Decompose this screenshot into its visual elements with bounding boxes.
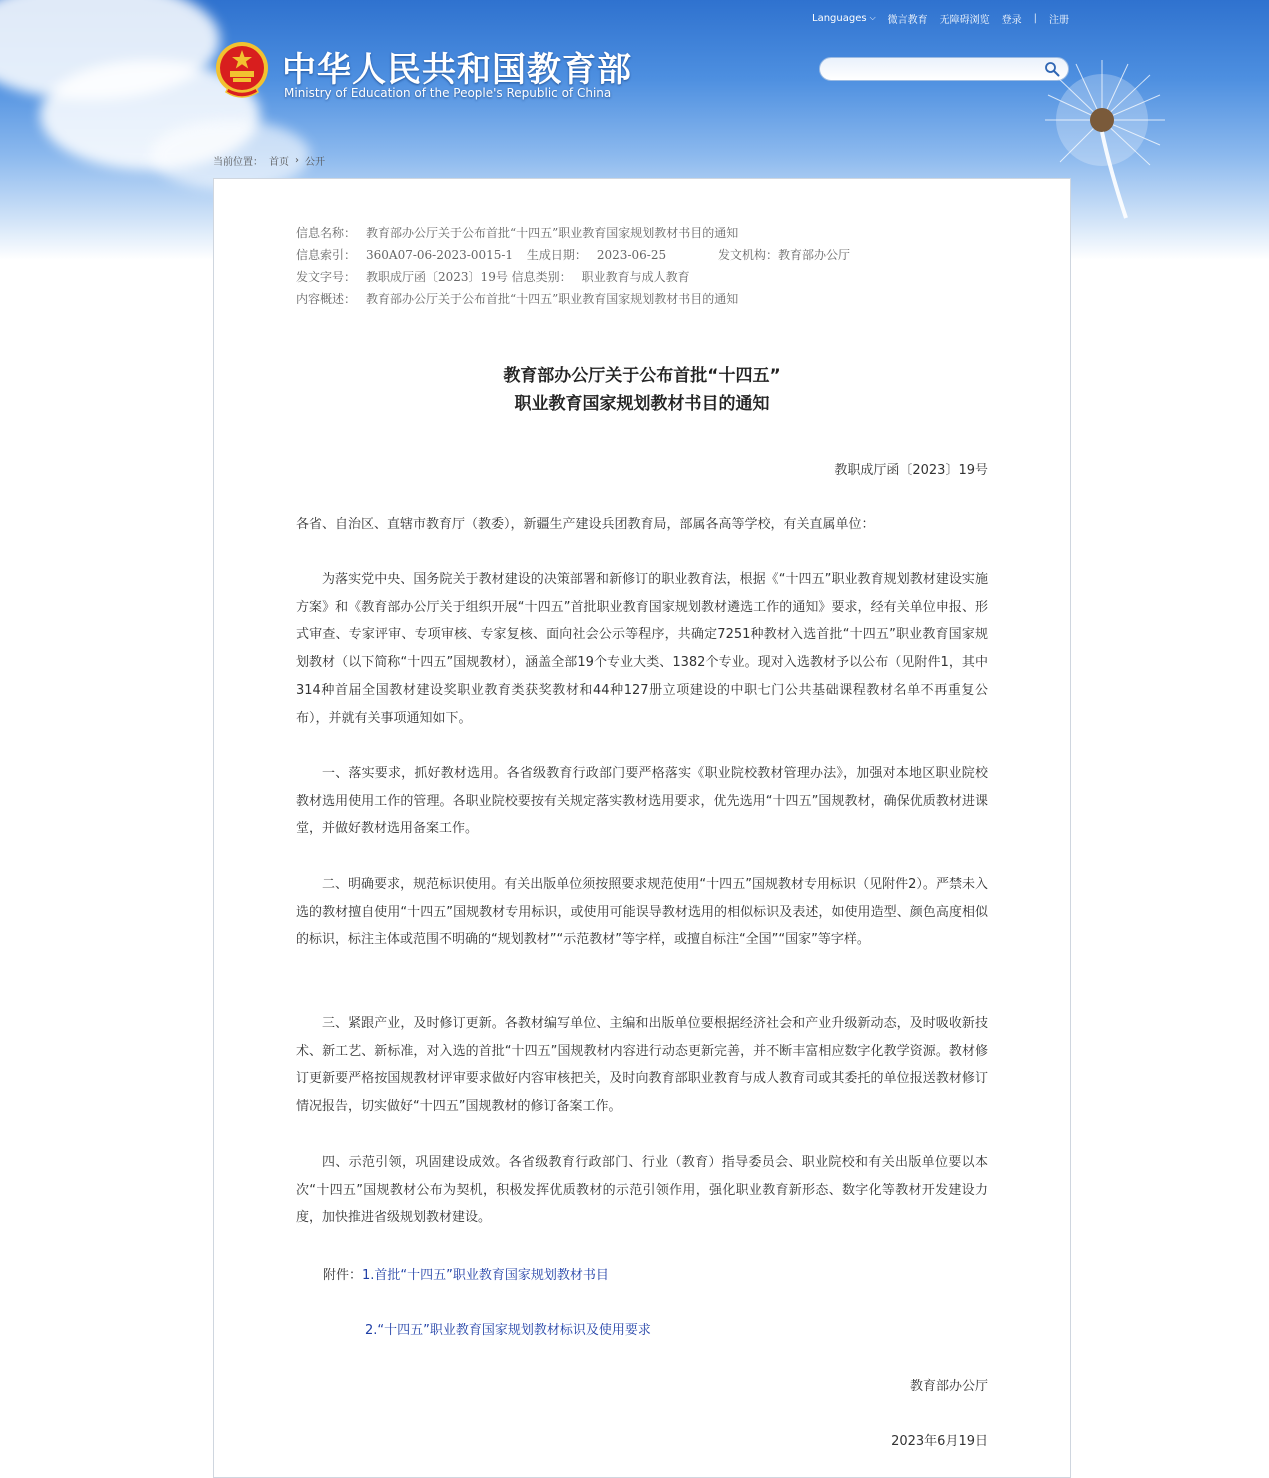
meta-row-docno: [296, 266, 738, 288]
meta-label: 生成日期：: [526, 248, 587, 262]
meta-value: 教育部办公厅关于公布首批“十四五”职业教育国家规划教材书目的通知: [366, 226, 739, 240]
nav-divider: |: [1033, 12, 1038, 24]
signing-date: 2023年6月19日: [891, 1434, 988, 1449]
meta-row-summary: [296, 288, 738, 310]
login-link[interactable]: 登录: [1001, 14, 1022, 26]
meta-label: 信息名称：: [296, 226, 357, 240]
breadcrumb: [213, 153, 325, 168]
section-1-paragraph: [296, 760, 988, 843]
meta-value: 教育部办公厅关于公布首批“十四五”职业教育国家规划教材书目的通知: [366, 292, 739, 306]
paragraph-text: 为落实党中央、国务院关于教材建设的决策部署和新修订的职业教育法，根据《“十四五”职业教育规划教材建设实施方案》和《教育部办公厅关于组织开展“十四五”首批职业教育国家规划教材遴选工作的通知》要求，经有关单位申报、形式审查、专家评审、专项审核、专家复核、面向社会公示等程序，共确定7251种教材入选首批“十四五”职业教育国家规划教材（以下简称“十四五”国规教材），涵盖全部19个专业大类、1382个专业。现对入选教材予以公布（见附件1，其中314种首届全国教材建设奖职业教育类获奖教材和44种127册立项建设的中职七门公共基础课程教材名单不再重复公布），并就有关事项通知如下。: [296, 572, 988, 726]
meta-value: 教育部办公厅: [778, 248, 851, 262]
section-2-paragraph: [296, 871, 988, 954]
meta-value: 2023-06-25: [596, 248, 667, 262]
languages-link[interactable]: Languages: [812, 12, 867, 24]
national-emblem-icon: [212, 40, 272, 102]
attachment-item-2: [365, 1319, 651, 1338]
paragraph-text: 二、明确要求，规范标识使用。有关出版单位须按照要求规范使用“十四五”国规教材专用标识（见附件2）。严禁未入选的教材擅自使用“十四五”国规教材专用标识，或使用可能误导教材选用的相似标识及表述，如使用造型、颜色高度相似的标识，标注主体或范围不明确的“规划教材”“示范教材”等字样，或擅自标注“全国”“国家”等字样。: [296, 877, 988, 948]
attachment-link-1[interactable]: 1.首批“十四五”职业教育国家规划教材书目: [362, 1268, 609, 1283]
signer: 教育部办公厅: [909, 1379, 988, 1394]
paragraph-text: 一、落实要求，抓好教材选用。各省级教育行政部门要严格落实《职业院校教材管理办法》，加强对本地区职业院校教材选用使用工作的管理。各职业院校要按有关规定落实教材选用要求，优先选用“十四五”国规教材，确保优质教材进课堂，并做好教材选用备案工作。: [296, 766, 988, 837]
chevron-right-icon: ›: [295, 155, 299, 166]
document-number: 教职成厅函〔2023〕19号: [834, 463, 988, 478]
search-input[interactable]: [832, 61, 1036, 79]
breadcrumb-public[interactable]: 公开: [305, 157, 325, 168]
section-4-paragraph: [296, 1149, 988, 1232]
paragraph-text: 三、紧跟产业，及时修订更新。各教材编写单位、主编和出版单位要根据经济社会和产业升级新动态，及时吸收新技术、新工艺、新标准，对入选的首批“十四五”国规教材内容进行动态更新完善，并不断丰富相应数字化教学资源。教材修订更新要严格按国规教材评审要求做好内容审核把关，及时向教育部职业教育与成人教育司或其委托的单位报送教材修订情况报告，切实做好“十四五”国规教材的修订备案工作。: [296, 1016, 988, 1115]
register-link[interactable]: 注册: [1049, 14, 1070, 26]
meta-row-index: [296, 244, 851, 266]
addressee: [296, 511, 988, 539]
attachment-label: 附件：: [323, 1268, 363, 1283]
meta-label: 发文机构：: [718, 248, 779, 262]
meta-label: 信息索引：: [296, 248, 357, 262]
title-line: 职业教育国家规划教材书目的通知: [514, 394, 770, 414]
breadcrumb-home[interactable]: 首页: [269, 157, 289, 168]
addressee-text: 各省、自治区、直辖市教育厅（教委），新疆生产建设兵团教育局，部属各高等学校，有关直属单位：: [296, 517, 875, 532]
chevron-down-icon[interactable]: ⌵: [869, 13, 876, 22]
title-line: 教育部办公厅关于公布首批“十四五”: [503, 366, 781, 386]
meta-value: 职业教育与成人教育: [581, 270, 690, 284]
search-box: [819, 57, 1069, 81]
section-3-paragraph: [296, 1010, 988, 1121]
accessibility-link[interactable]: 无障碍浏览: [939, 14, 990, 26]
top-nav: [812, 10, 1069, 26]
site-subtitle: Ministry of Education of the People's Republic of China: [284, 86, 612, 100]
meta-label: 内容概述：: [296, 292, 357, 306]
attachment-link-2[interactable]: 2.“十四五”职业教育国家规划教材标识及使用要求: [365, 1323, 651, 1338]
paragraph-text: 四、示范引领，巩固建设成效。各省级教育行政部门、行业（教育）指导委员会、职业院校和有关出版单位要以本次“十四五”国规教材公布为契机，积极发挥优质教材的示范引领作用，强化职业教育新形态、数字化等教材开发建设力度，加快推进省级规划教材建设。: [296, 1155, 988, 1226]
attachments: [323, 1264, 609, 1283]
meta-value: 360A07-06-2023-0015-1: [366, 248, 514, 262]
meta-label: 信息类别：: [511, 270, 572, 284]
meta-row-name: [296, 222, 738, 244]
meta-value: 教职成厅函〔2023〕19号: [366, 270, 508, 284]
document-title: [296, 362, 988, 418]
document-metadata: [296, 222, 851, 310]
weiyan-link[interactable]: 微言教育: [887, 14, 928, 26]
meta-label: 发文字号：: [296, 270, 357, 284]
intro-paragraph: [296, 566, 988, 732]
breadcrumb-prefix: 当前位置：: [213, 157, 263, 168]
site-title[interactable]: 中华人民共和国教育部: [282, 50, 632, 90]
